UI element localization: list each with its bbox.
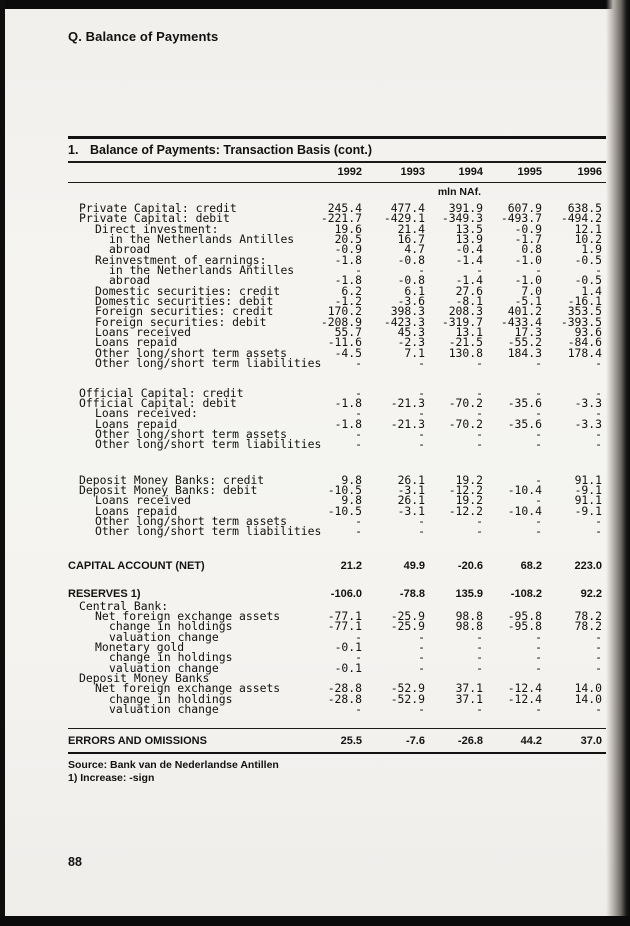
- cell-1992: -0.9: [334, 242, 362, 257]
- row-label: Monetary gold: [95, 640, 185, 654]
- cell-1993: -423.3: [383, 314, 425, 329]
- cell-1994: 19.2: [455, 493, 483, 508]
- cell-1992: -10.5: [327, 503, 362, 518]
- cell-1992: -28.8: [327, 691, 362, 706]
- row-label: Private Capital: credit: [79, 201, 237, 215]
- cell-1996: -: [595, 640, 602, 654]
- row-label: Net foreign exchange assets: [95, 608, 281, 623]
- cell-1992: -28.8: [327, 681, 362, 696]
- source-block: [68, 759, 606, 785]
- row-label: Other long/short term assets: [95, 426, 288, 441]
- cell-1992: -221.7: [320, 211, 362, 226]
- row-label: Domestic securities: credit: [95, 283, 281, 298]
- cell-1995: -: [535, 385, 542, 400]
- row-label: RESERVES 1): [68, 588, 141, 601]
- cell-1995: -10.4: [507, 503, 542, 518]
- row-label: Domestic securities: debit: [95, 294, 274, 309]
- cell-1992: -0.1: [334, 660, 362, 675]
- cell-1996: -9.1: [574, 482, 602, 497]
- section-deposit-money-banks: [68, 472, 606, 539]
- cell-1994: -70.2: [448, 395, 483, 410]
- cell-1995: -35.6: [507, 416, 542, 431]
- cell-1994: -20.6: [457, 559, 483, 572]
- cell-1993: 4.7: [404, 242, 425, 257]
- cell-1993: -21.3: [390, 416, 425, 431]
- row-label: change in holdings: [109, 650, 233, 665]
- header-divider-rule: [68, 182, 606, 184]
- row-label: Loans received: [95, 325, 192, 340]
- cell-1994: 135.9: [455, 588, 483, 601]
- cell-1996: -: [595, 263, 602, 278]
- cell-1995: 17.3: [514, 325, 542, 340]
- cell-1996: 14.0: [574, 681, 602, 696]
- cell-1996: 91.1: [574, 472, 602, 487]
- row-label: Official Capital: credit: [79, 385, 244, 400]
- cell-1994: -0.4: [455, 242, 483, 257]
- year-header: 1996: [577, 166, 602, 178]
- cell-1994: -349.3: [441, 211, 483, 226]
- cell-1992: 6.2: [341, 283, 362, 298]
- cell-1992: -: [355, 263, 362, 278]
- year-header: 1995: [517, 166, 542, 178]
- cell-1996: -: [595, 426, 602, 441]
- cell-1993: 477.4: [390, 201, 425, 215]
- cell-1995: -12.4: [507, 691, 542, 706]
- table-bottom-rule: [68, 752, 606, 755]
- cell-1993: -0.8: [397, 273, 425, 288]
- table-body: [68, 203, 606, 748]
- cell-1994: -12.2: [448, 482, 483, 497]
- table-row: [68, 524, 606, 539]
- cell-1993: 26.1: [397, 493, 425, 508]
- cell-1992: -11.6: [327, 335, 362, 350]
- cell-1992: 55.7: [334, 325, 362, 340]
- row-label: change in holdings: [109, 619, 233, 634]
- row-label: abroad: [109, 242, 151, 257]
- cell-1993: -3.1: [397, 503, 425, 518]
- cell-1996: 12.1: [574, 221, 602, 236]
- cell-1996: -0.5: [574, 252, 602, 267]
- cell-1994: -: [476, 513, 483, 528]
- cell-1996: -3.3: [574, 395, 602, 410]
- cell-1996: -9.1: [574, 503, 602, 518]
- cell-1992: -: [355, 513, 362, 528]
- cell-1993: -2.3: [397, 335, 425, 350]
- row-label: Loans received:: [95, 406, 198, 421]
- row-label: Deposit Money Banks: credit: [79, 472, 265, 487]
- row-label: Other long/short term assets: [95, 513, 288, 528]
- cell-1996: -: [595, 629, 602, 644]
- scan-border-left: [0, 0, 5, 926]
- cell-1993: 7.1: [404, 345, 425, 360]
- cell-1992: -: [355, 437, 362, 452]
- cell-1994: 208.3: [448, 304, 483, 319]
- row-label: ERRORS AND OMISSIONS: [68, 735, 207, 748]
- cell-1995: -: [535, 660, 542, 675]
- row-label: Net foreign exchange assets: [95, 681, 281, 696]
- cell-1996: 78.2: [574, 619, 602, 634]
- cell-1996: 1.9: [581, 242, 602, 257]
- cell-1994: -: [476, 640, 483, 654]
- cell-1994: -: [476, 524, 483, 539]
- table-row: [68, 437, 606, 452]
- cell-1992: -: [355, 406, 362, 421]
- row-label: Foreign securities: debit: [95, 314, 267, 329]
- cell-1996: -: [595, 356, 602, 371]
- row-label: Reinvestment of earnings:: [95, 252, 267, 267]
- cell-1993: 45.3: [397, 325, 425, 340]
- cell-1994: -: [476, 660, 483, 675]
- section-errors-and-omissions: [68, 728, 606, 748]
- cell-1995: 44.2: [520, 735, 542, 748]
- cell-1993: -3.1: [397, 482, 425, 497]
- cell-1993: 49.9: [403, 559, 425, 572]
- cell-1995: -: [535, 406, 542, 421]
- cell-1993: -: [418, 263, 425, 278]
- cell-1993: -: [418, 660, 425, 675]
- cell-1996: 10.2: [574, 232, 602, 247]
- cell-1994: 13.9: [455, 232, 483, 247]
- cell-1996: -393.5: [560, 314, 602, 329]
- cell-1994: -21.5: [448, 335, 483, 350]
- cell-1996: 78.2: [574, 608, 602, 623]
- cell-1996: -0.5: [574, 273, 602, 288]
- cell-1993: -: [418, 406, 425, 421]
- cell-1993: -7.6: [406, 735, 425, 748]
- cell-1993: -78.8: [399, 588, 425, 601]
- cell-1992: -4.5: [334, 345, 362, 360]
- row-label: Loans received: [95, 493, 192, 508]
- cell-1996: 1.4: [581, 283, 602, 298]
- cell-1996: -3.3: [574, 416, 602, 431]
- cell-1992: 9.8: [341, 472, 362, 487]
- cell-1995: -0.9: [514, 221, 542, 236]
- cell-1995: -10.4: [507, 482, 542, 497]
- cell-1995: 184.3: [507, 345, 542, 360]
- cell-1996: -: [595, 437, 602, 452]
- cell-1993: -21.3: [390, 395, 425, 410]
- cell-1993: -52.9: [390, 691, 425, 706]
- cell-1993: 26.1: [397, 472, 425, 487]
- cell-1992: -1.2: [334, 294, 362, 309]
- row-label: Other long/short term liabilities: [95, 437, 322, 452]
- cell-1992: 170.2: [327, 304, 362, 319]
- cell-1996: -: [595, 650, 602, 665]
- cell-1993: -0.8: [397, 252, 425, 267]
- cell-1994: -: [476, 426, 483, 441]
- cell-1994: -: [476, 263, 483, 278]
- cell-1993: 6.1: [404, 283, 425, 298]
- cell-1992: 245.4: [327, 201, 362, 215]
- cell-1994: 37.1: [455, 691, 483, 706]
- cell-1993: -52.9: [390, 681, 425, 696]
- year-header-row: [68, 165, 606, 180]
- cell-1994: -: [476, 629, 483, 644]
- cell-1996: -: [595, 513, 602, 528]
- cell-1996: -: [595, 524, 602, 539]
- cell-1995: -108.2: [510, 588, 542, 601]
- row-label: abroad: [109, 273, 151, 288]
- row-label: in the Netherlands Antilles: [109, 232, 295, 247]
- table-row: [68, 356, 606, 371]
- cell-1993: 21.4: [397, 221, 425, 236]
- unit-row: [68, 186, 606, 199]
- cell-1994: 391.9: [448, 201, 483, 215]
- cell-1995: -12.4: [507, 681, 542, 696]
- row-label: in the Netherlands Antilles: [109, 263, 295, 278]
- cell-1994: -26.8: [457, 735, 483, 748]
- cell-1994: -: [476, 385, 483, 400]
- cell-1993: -: [418, 437, 425, 452]
- cell-1995: -95.8: [507, 619, 542, 634]
- cell-1993: -: [418, 702, 425, 717]
- section-private-capital: [68, 203, 606, 369]
- cell-1992: 19.6: [334, 221, 362, 236]
- cell-1993: -: [418, 640, 425, 654]
- cell-1995: -95.8: [507, 608, 542, 623]
- cell-1992: 9.8: [341, 493, 362, 508]
- cell-1996: -: [595, 660, 602, 675]
- cell-1992: -208.9: [320, 314, 362, 329]
- cell-1996: -494.2: [560, 211, 602, 226]
- table-title: Balance of Payments: Transaction Basis (cont.): [90, 143, 373, 157]
- table-top-rule: [68, 136, 606, 139]
- cell-1993: -: [418, 426, 425, 441]
- cell-1995: -: [535, 629, 542, 644]
- page-number: 88: [68, 855, 82, 869]
- row-label: change in holdings: [109, 691, 233, 706]
- cell-1992: -1.8: [334, 252, 362, 267]
- cell-1995: -: [535, 702, 542, 717]
- cell-1992: -: [355, 426, 362, 441]
- cell-1995: -: [535, 472, 542, 487]
- year-header: 1994: [458, 166, 483, 178]
- cell-1994: -1.4: [455, 252, 483, 267]
- row-label: Direct investment:: [95, 221, 219, 236]
- row-label: Loans repaid: [95, 416, 178, 431]
- row-label: Foreign securities: credit: [95, 304, 274, 319]
- cell-1995: -55.2: [507, 335, 542, 350]
- row-label: valuation change: [109, 702, 219, 717]
- cell-1994: 13.1: [455, 325, 483, 340]
- cell-1995: -: [535, 524, 542, 539]
- cell-1996: 92.2: [580, 588, 602, 601]
- cell-1993: -25.9: [390, 608, 425, 623]
- cell-1994: -8.1: [455, 294, 483, 309]
- cell-1996: -: [595, 406, 602, 421]
- cell-1993: -429.1: [383, 211, 425, 226]
- cell-1993: -: [418, 650, 425, 665]
- row-label: Central Bank:: [79, 598, 169, 613]
- cell-1992: -: [355, 356, 362, 371]
- cell-1992: -1.8: [334, 395, 362, 410]
- cell-1996: 37.0: [580, 735, 602, 748]
- cell-1994: 19.2: [455, 472, 483, 487]
- cell-1996: -: [595, 702, 602, 717]
- unit-label: mln NAf.: [437, 186, 481, 198]
- table-title-row: [68, 143, 606, 160]
- cell-1996: 14.0: [574, 691, 602, 706]
- cell-1993: -3.6: [397, 294, 425, 309]
- row-label: Loans repaid: [95, 335, 178, 350]
- cell-1992: -77.1: [327, 608, 362, 623]
- cell-1994: -12.2: [448, 503, 483, 518]
- cell-1995: -5.1: [514, 294, 542, 309]
- cell-1995: -: [535, 356, 542, 371]
- cell-1996: 638.5: [567, 201, 602, 215]
- cell-1995: -: [535, 437, 542, 452]
- cell-1994: 98.8: [455, 608, 483, 623]
- cell-1994: -: [476, 437, 483, 452]
- cell-1992: 21.2: [340, 559, 362, 572]
- scan-border-bottom: [0, 916, 630, 926]
- balance-of-payments-table: [68, 136, 606, 785]
- cell-1995: -: [535, 263, 542, 278]
- cell-1995: 607.9: [507, 201, 542, 215]
- table-row: [68, 702, 606, 717]
- cell-1993: -25.9: [390, 619, 425, 634]
- row-label: valuation change: [109, 660, 219, 675]
- cell-1994: 27.6: [455, 283, 483, 298]
- cell-1994: -1.4: [455, 273, 483, 288]
- row-label: Other long/short term liabilities: [95, 356, 322, 371]
- row-label: Official Capital: debit: [79, 395, 237, 410]
- cell-1994: 13.5: [455, 221, 483, 236]
- cell-1992: -1.8: [334, 273, 362, 288]
- cell-1996: -: [595, 385, 602, 400]
- cell-1996: 353.5: [567, 304, 602, 319]
- section-capital-account: [68, 560, 606, 573]
- cell-1996: 91.1: [574, 493, 602, 508]
- footnote-line: 1) Increase: -sign: [68, 772, 155, 785]
- cell-1992: -: [355, 629, 362, 644]
- cell-1992: -10.5: [327, 482, 362, 497]
- title-divider-rule: [68, 161, 606, 163]
- cell-1994: 130.8: [448, 345, 483, 360]
- cell-1995: 7.0: [521, 283, 542, 298]
- cell-1996: 223.0: [574, 559, 602, 572]
- cell-1995: -493.7: [500, 211, 542, 226]
- cell-1995: 0.8: [521, 242, 542, 257]
- cell-1993: -: [418, 629, 425, 644]
- cell-1995: -1.7: [514, 232, 542, 247]
- source-line: Source: Bank van de Nederlandse Antillen: [68, 759, 279, 772]
- cell-1994: -: [476, 356, 483, 371]
- row-label: CAPITAL ACCOUNT (NET): [68, 559, 205, 572]
- row-label: valuation change: [109, 629, 219, 644]
- row-label: Other long/short term assets: [95, 345, 288, 360]
- section-reserves: [68, 588, 606, 717]
- cell-1993: -: [418, 356, 425, 371]
- cell-1995: -: [535, 640, 542, 654]
- cell-1993: 398.3: [390, 304, 425, 319]
- cell-1992: -: [355, 524, 362, 539]
- cell-1993: -: [418, 524, 425, 539]
- cell-1994: 37.1: [455, 681, 483, 696]
- cell-1995: -: [535, 513, 542, 528]
- cell-1995: 68.2: [520, 559, 542, 572]
- year-header: 1993: [400, 166, 425, 178]
- cell-1992: -1.8: [334, 416, 362, 431]
- row-label: Loans repaid: [95, 503, 178, 518]
- row-label: Private Capital: debit: [79, 211, 230, 226]
- cell-1992: -: [355, 385, 362, 400]
- chapter-heading: Q. Balance of Payments: [68, 29, 219, 44]
- cell-1995: 401.2: [507, 304, 542, 319]
- cell-1995: -433.4: [500, 314, 542, 329]
- cell-1993: -: [418, 385, 425, 400]
- cell-1996: 178.4: [567, 345, 602, 360]
- cell-1992: 25.5: [340, 735, 362, 748]
- cell-1996: 93.6: [574, 325, 602, 340]
- cell-1992: -106.0: [330, 588, 362, 601]
- cell-1994: -: [476, 702, 483, 717]
- scan-border-right: [606, 0, 630, 926]
- cell-1992: -: [355, 650, 362, 665]
- cell-1995: -35.6: [507, 395, 542, 410]
- cell-1992: -: [355, 702, 362, 717]
- cell-1995: -: [535, 426, 542, 441]
- cell-1994: -: [476, 650, 483, 665]
- cell-1994: -319.7: [441, 314, 483, 329]
- cell-1994: -70.2: [448, 416, 483, 431]
- year-header: 1992: [337, 166, 362, 178]
- cell-1995: -: [535, 650, 542, 665]
- cell-1992: -77.1: [327, 619, 362, 634]
- cell-1992: 20.5: [334, 232, 362, 247]
- section-official-capital: [68, 385, 606, 452]
- scan-border-top: [0, 0, 630, 9]
- row-label: Deposit Money Banks: [79, 671, 210, 686]
- cell-1994: -: [476, 406, 483, 421]
- row-label: Deposit Money Banks: debit: [79, 482, 258, 497]
- cell-1995: -: [535, 493, 542, 508]
- row-label: Other long/short term liabilities: [95, 524, 322, 539]
- cell-1996: -84.6: [567, 335, 602, 350]
- cell-1992: -0.1: [334, 640, 362, 654]
- cell-1994: 98.8: [455, 619, 483, 634]
- cell-1993: 16.7: [397, 232, 425, 247]
- cell-1995: -1.0: [514, 252, 542, 267]
- cell-1995: -1.0: [514, 273, 542, 288]
- cell-1993: -: [418, 513, 425, 528]
- cell-1996: -16.1: [567, 294, 602, 309]
- table-row: [68, 560, 606, 573]
- table-number: 1.: [68, 143, 79, 157]
- table-row: [68, 735, 606, 748]
